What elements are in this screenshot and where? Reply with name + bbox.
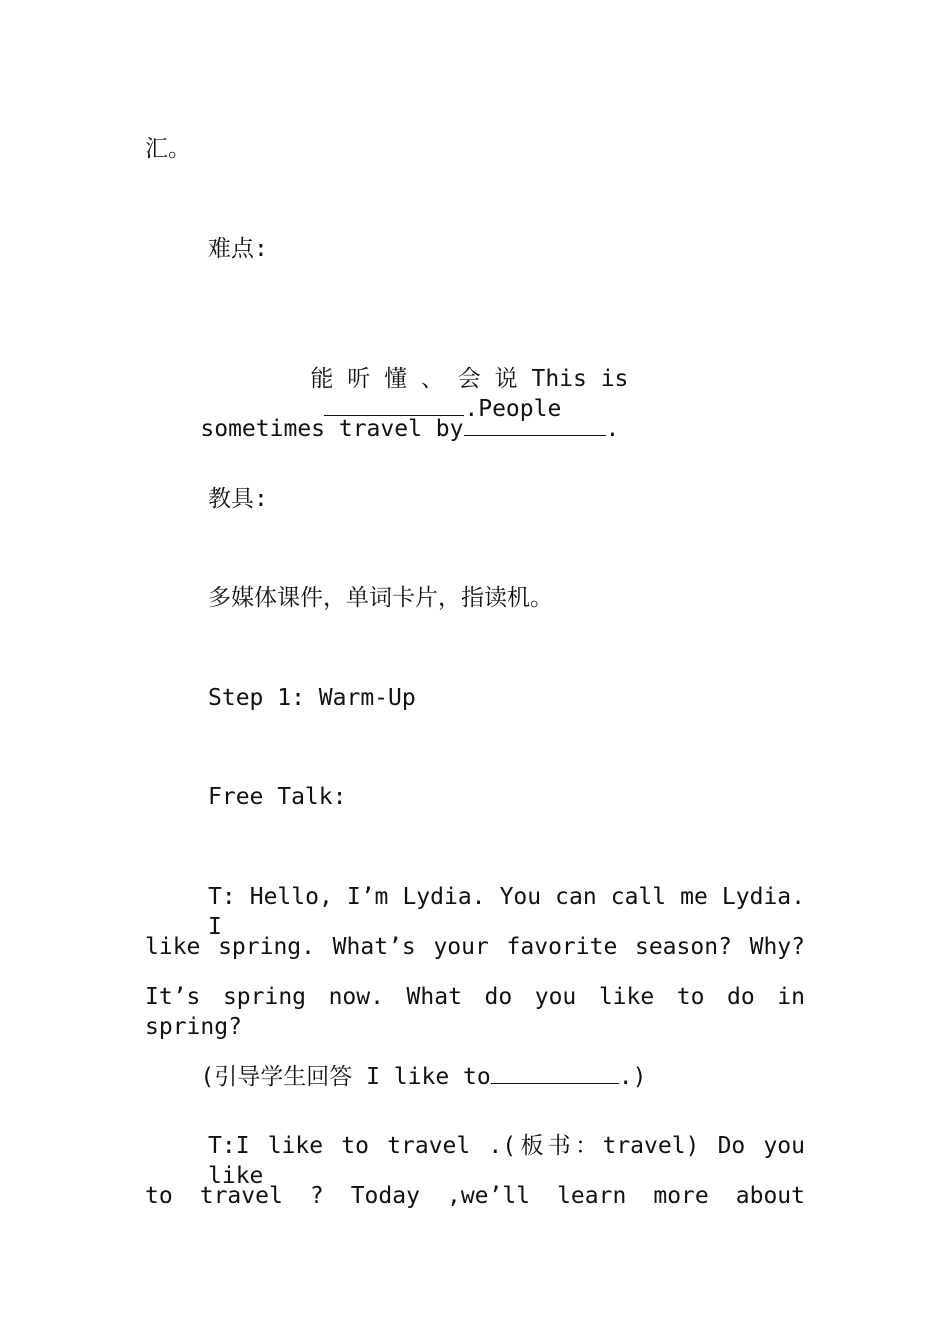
text-line: T:I like to travel .(板书：travel) Do you like (208, 1133, 805, 1189)
text-segment: .) (618, 1064, 647, 1090)
text-line: 多媒体课件，单词卡片，指读机。 (208, 585, 553, 611)
section-heading-difficulty: 难点: (208, 236, 268, 262)
text-segment: (引导学生回答 I like to (200, 1064, 491, 1090)
text-segment: . (605, 416, 620, 442)
text-line: to travel ? Today ,we’ll learn more about (145, 1183, 805, 1209)
fill-blank (464, 415, 606, 436)
fill-blank (491, 1063, 619, 1084)
section-heading-teaching-aids: 教具: (208, 486, 268, 512)
text-line: 汇。 (145, 136, 191, 162)
text-line (145, 384, 805, 474)
text-line: like spring. What’s your favorite season? Why? (145, 934, 805, 960)
text-line: It’s spring now. What do you like to do in spring? (145, 984, 805, 1040)
text-line: T: Hello, I’m Lydia. You can call me Lydia. I (208, 884, 805, 940)
section-heading-free-talk: Free Talk: (208, 784, 347, 810)
text-segment: sometimes travel by (200, 416, 464, 442)
text-segment: 能 听 懂 、 会 说 This is (310, 366, 629, 392)
text-segment: .People (464, 396, 562, 422)
text-line (145, 1032, 805, 1122)
step-heading: Step 1: Warm-Up (208, 685, 416, 711)
